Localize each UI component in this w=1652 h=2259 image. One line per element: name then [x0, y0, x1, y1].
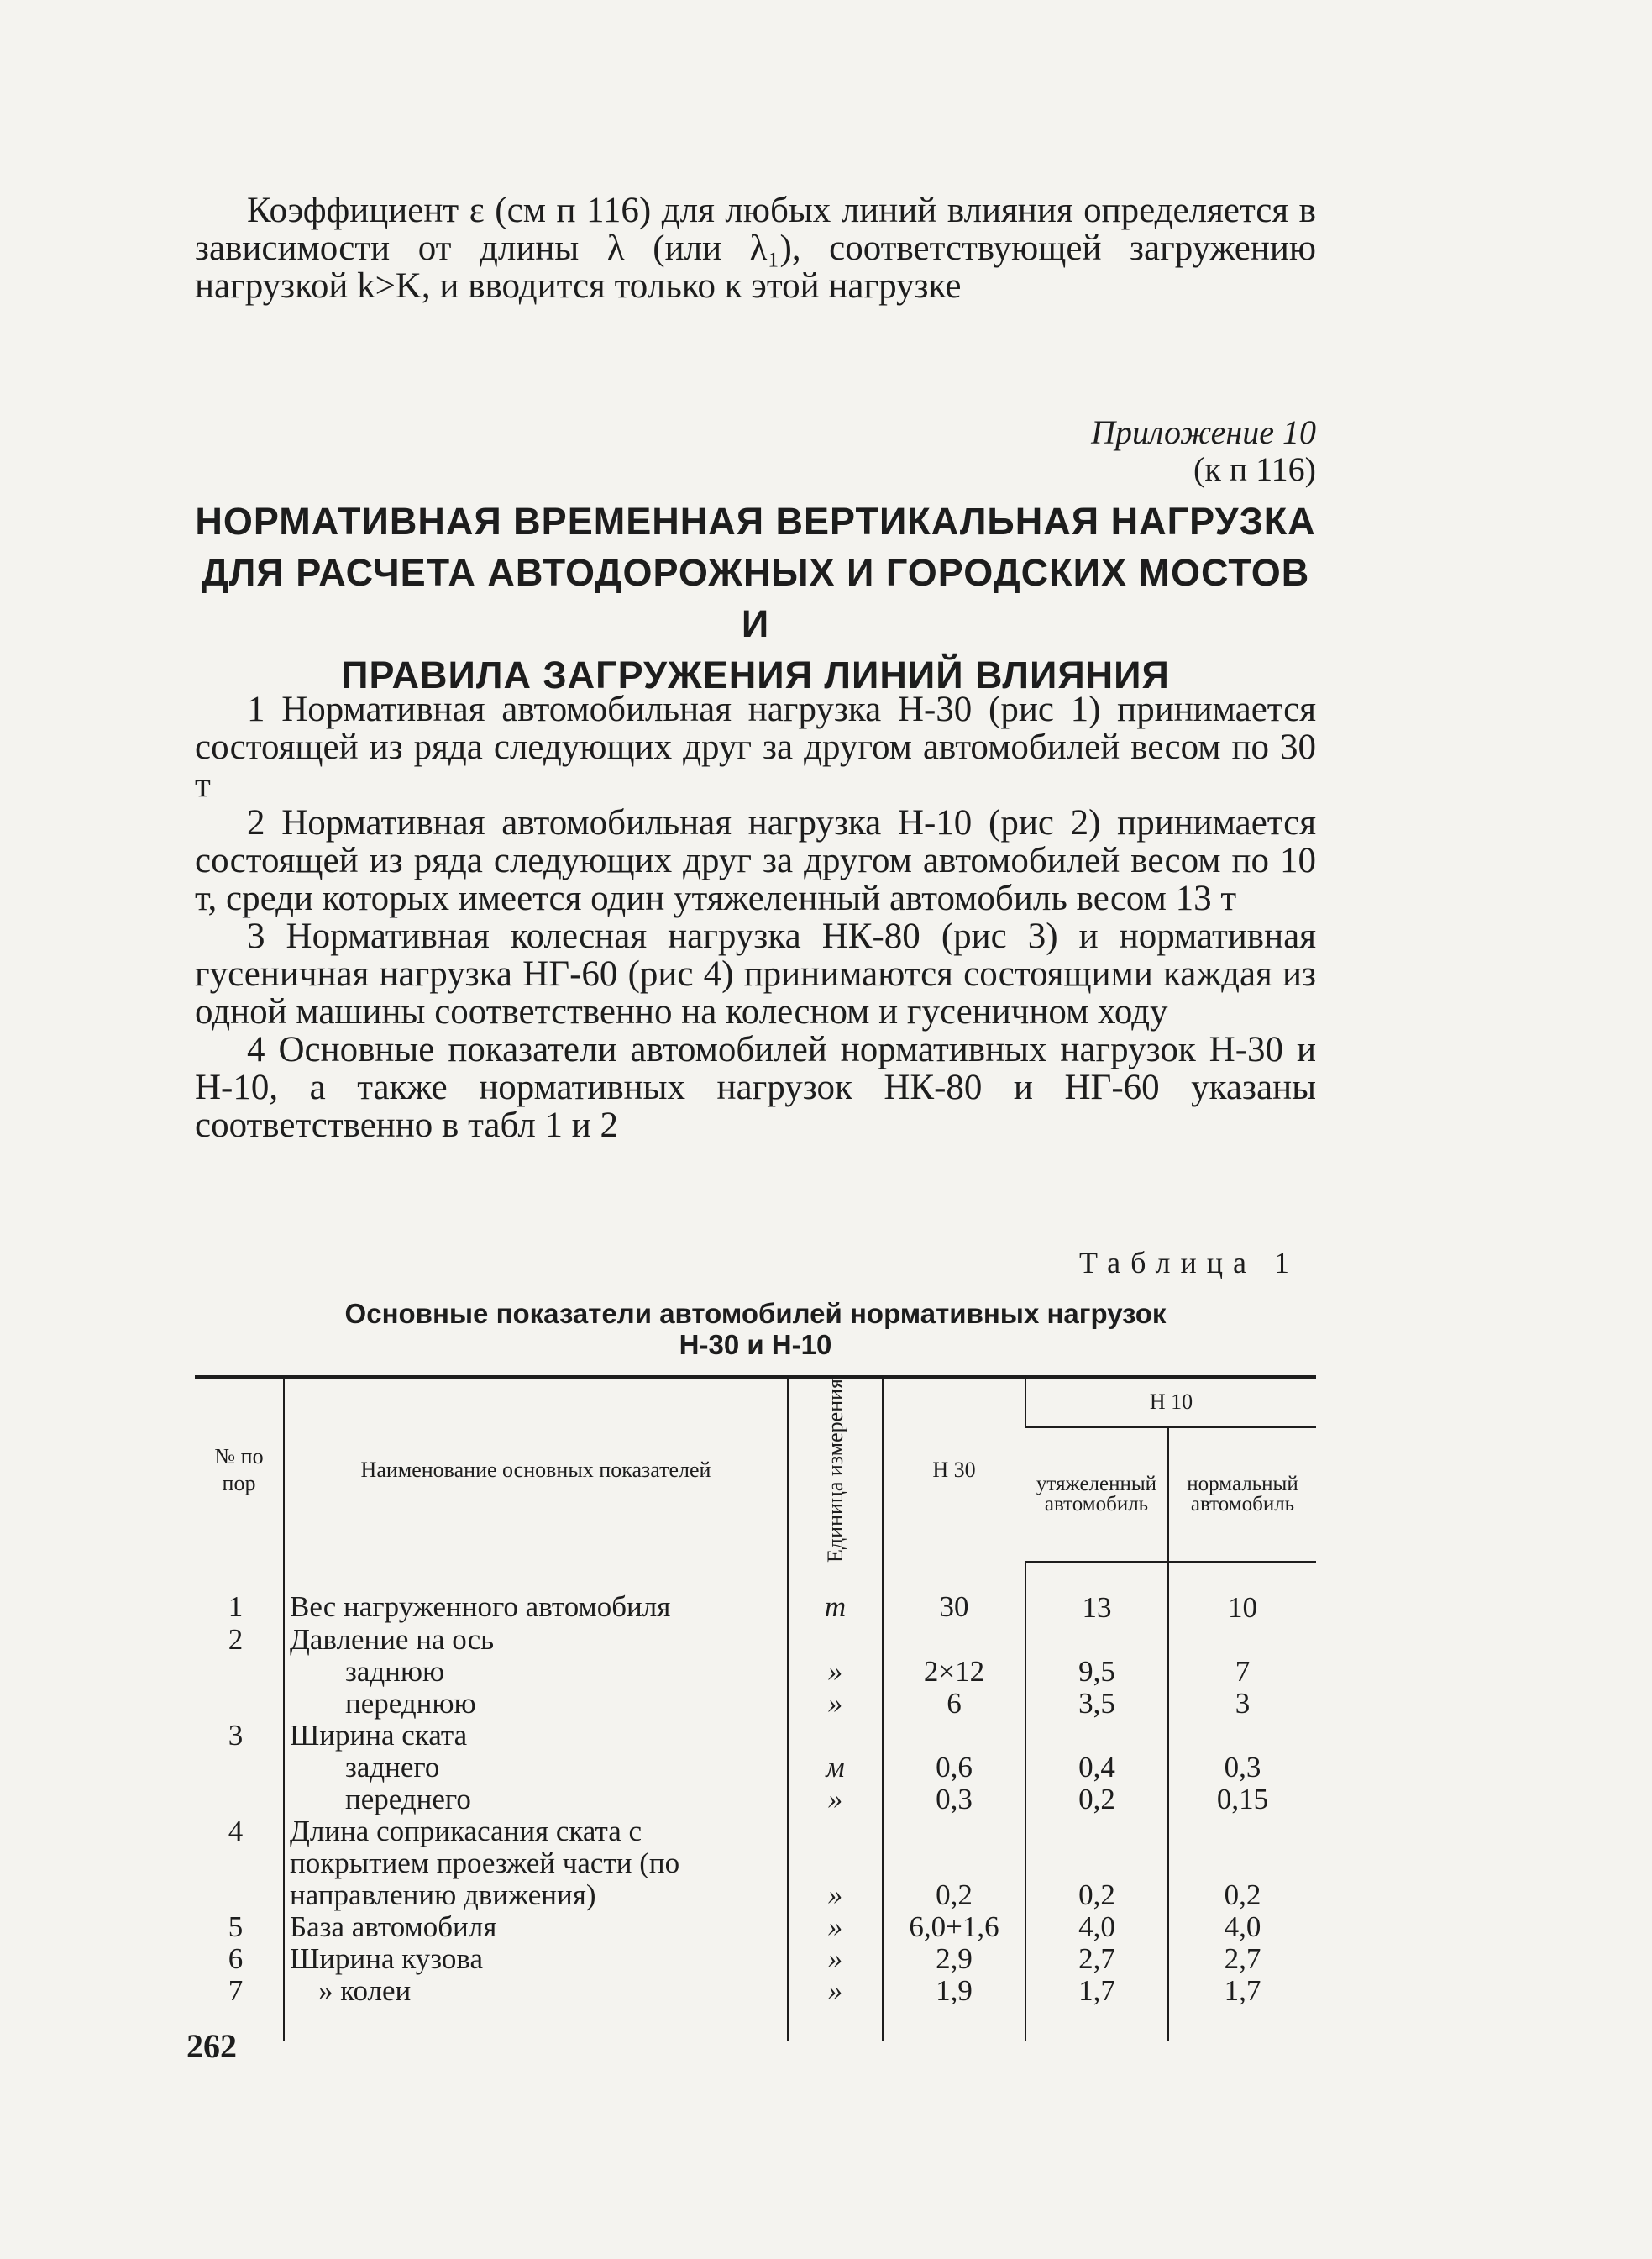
cell-h30: 30: [883, 1563, 1025, 1625]
cell-name: Ширина ската: [284, 1720, 788, 1752]
cell-heavy: 0,2: [1025, 1815, 1168, 1911]
cell-name: » колеи: [284, 1975, 788, 2041]
header-h10: Н 10: [1025, 1377, 1316, 1427]
cell-num: 1: [228, 1589, 244, 1623]
cell-normal: 3: [1168, 1688, 1316, 1720]
cell-h30: [883, 1624, 1025, 1656]
cell-normal: 0,15: [1168, 1784, 1316, 1815]
cell-normal: 0,2: [1168, 1815, 1316, 1911]
appendix-title: Приложение 10: [1091, 413, 1316, 451]
cell-normal: 10: [1168, 1563, 1316, 1625]
cell-h30: 6,0+1,6: [883, 1911, 1025, 1943]
numbered-paragraphs: [195, 691, 1316, 1144]
table-row: [195, 1911, 1316, 1943]
cell-name: Длина соприкасания ската с покрытием проезжей части (по направлению движения): [284, 1815, 788, 1911]
cell-heavy: 0,2: [1025, 1784, 1168, 1815]
header-unit: [788, 1377, 883, 1563]
cell-normal: 4,0: [1168, 1911, 1316, 1943]
cell-normal: 0,3: [1168, 1752, 1316, 1784]
table-row: [195, 1815, 1316, 1911]
cell-h30: 6: [883, 1688, 1025, 1720]
cell-heavy: 4,0: [1025, 1911, 1168, 1943]
header-unit-text: Единица измерения: [822, 1379, 847, 1563]
table-row: [195, 1688, 1316, 1720]
paragraph-item: 3 Нормативная колесная нагрузка НК-80 (рис 3) и нормативная гусеничная нагрузка НГ-60 (рис 4) принимаются состоящими каждая из одной машины соответственно на колесном и гусеничном ходу: [195, 917, 1316, 1032]
cell-name: переднюю: [284, 1688, 788, 1720]
table-caption: [195, 1298, 1316, 1360]
table-row: [195, 1624, 1316, 1656]
table-label: Таблица 1: [1079, 1246, 1299, 1279]
header-normal: нормальный автомобиль: [1168, 1427, 1316, 1563]
indicators-table: [195, 1375, 1316, 2041]
cell-num: 5: [228, 1910, 244, 1944]
cell-unit: »: [788, 1815, 883, 1911]
cell-heavy: 2,7: [1025, 1943, 1168, 1975]
cell-num: 2: [228, 1623, 244, 1657]
cell-name: База автомобиля: [284, 1911, 788, 1943]
cell-name: Давление на ось: [284, 1624, 788, 1656]
heading-line: НОРМАТИВНАЯ ВРЕМЕННАЯ ВЕРТИКАЛЬНАЯ НАГРУЗКА: [195, 500, 1316, 543]
appendix-clause-ref: (к п 116): [1193, 450, 1316, 488]
cell-unit: м: [788, 1752, 883, 1784]
intro-text: Коэффициент ε (см п 116) для любых линий влияния определяется в зависимости от длины λ (или λ₁), соответствующей загружению нагрузкой k>K, и вводится только к этой нагрузке: [195, 191, 1316, 306]
cell-heavy: 0,4: [1025, 1752, 1168, 1784]
cell-num: [195, 1688, 284, 1720]
cell-unit: [788, 1624, 883, 1656]
cell-num: 4: [228, 1815, 244, 1848]
cell-num: [195, 1752, 284, 1784]
table-row: [195, 1656, 1316, 1688]
header-num: № по пор: [195, 1377, 284, 1563]
cell-heavy: [1025, 1624, 1168, 1656]
cell-heavy: [1025, 1720, 1168, 1752]
cell-h30: 2×12: [883, 1656, 1025, 1688]
cell-normal: [1168, 1624, 1316, 1656]
cell-h30: 2,9: [883, 1943, 1025, 1975]
table-row: [195, 1975, 1316, 2041]
cell-num: 6: [228, 1942, 244, 1976]
table-row: [195, 1943, 1316, 1975]
cell-name: переднего: [284, 1784, 788, 1815]
cell-unit: »: [788, 1656, 883, 1688]
cell-num: 7: [228, 1974, 244, 2008]
cell-h30: [883, 1720, 1025, 1752]
table-caption-line: Основные показатели автомобилей нормативных нагрузок: [344, 1298, 1167, 1329]
cell-unit: »: [788, 1975, 883, 2041]
cell-unit: »: [788, 1784, 883, 1815]
cell-name: заднего: [284, 1752, 788, 1784]
cell-unit: [788, 1720, 883, 1752]
table-row: [195, 1752, 1316, 1784]
cell-h30: 0,2: [883, 1815, 1025, 1911]
cell-h30: 1,9: [883, 1975, 1025, 2041]
cell-unit: »: [788, 1943, 883, 1975]
cell-heavy: 3,5: [1025, 1688, 1168, 1720]
cell-h30: 0,3: [883, 1784, 1025, 1815]
paragraph-item: 1 Нормативная автомобильная нагрузка Н-30 (рис 1) принимается состоящей из ряда следующих друг за другом автомобилей весом по 30 т: [195, 690, 1316, 805]
cell-h30: 0,6: [883, 1752, 1025, 1784]
cell-normal: 2,7: [1168, 1943, 1316, 1975]
cell-num: [195, 1656, 284, 1688]
cell-name: заднюю: [284, 1656, 788, 1688]
cell-heavy: 9,5: [1025, 1656, 1168, 1688]
cell-unit: »: [788, 1688, 883, 1720]
page-number: 262: [186, 2027, 237, 2065]
paragraph-item: 2 Нормативная автомобильная нагрузка Н-10 (рис 2) принимается состоящей из ряда следующих друг за другом автомобилей весом по 10 т, среди которых имеется один утяжеленный автомобиль весом 13 т: [195, 803, 1316, 918]
cell-num: [195, 1784, 284, 1815]
heading-line: ДЛЯ РАСЧЕТА АВТОДОРОЖНЫХ И ГОРОДСКИХ МОСТОВ И: [201, 551, 1310, 645]
header-heavy: утяжеленный автомобиль: [1025, 1427, 1168, 1563]
paragraph-item: 4 Основные показатели автомобилей нормативных нагрузок Н-30 и Н-10, а также нормативных нагрузок НК-80 и НГ-60 указаны соответственно в табл 1 и 2: [195, 1030, 1316, 1145]
table-row: [195, 1784, 1316, 1815]
header-h30: Н 30: [883, 1377, 1025, 1563]
cell-normal: 1,7: [1168, 1975, 1316, 2041]
cell-unit: »: [788, 1911, 883, 1943]
section-heading: [195, 496, 1316, 701]
table-row: [195, 1563, 1316, 1625]
cell-num: 3: [228, 1719, 244, 1752]
cell-name: Вес нагруженного автомобиля: [284, 1563, 788, 1625]
cell-heavy: 1,7: [1025, 1975, 1168, 2041]
heading-line: ПРАВИЛА ЗАГРУЖЕНИЯ ЛИНИЙ ВЛИЯНИЯ: [341, 654, 1170, 696]
table-row: [195, 1720, 1316, 1752]
cell-heavy: 13: [1025, 1563, 1168, 1625]
appendix-reference: [1091, 414, 1316, 488]
cell-name: Ширина кузова: [284, 1943, 788, 1975]
cell-unit: т: [788, 1563, 883, 1625]
header-name: Наименование основных показателей: [284, 1377, 788, 1563]
cell-normal: 7: [1168, 1656, 1316, 1688]
cell-normal: [1168, 1720, 1316, 1752]
intro-paragraph: [195, 192, 1316, 305]
table-caption-line: Н-30 и Н-10: [679, 1329, 832, 1360]
